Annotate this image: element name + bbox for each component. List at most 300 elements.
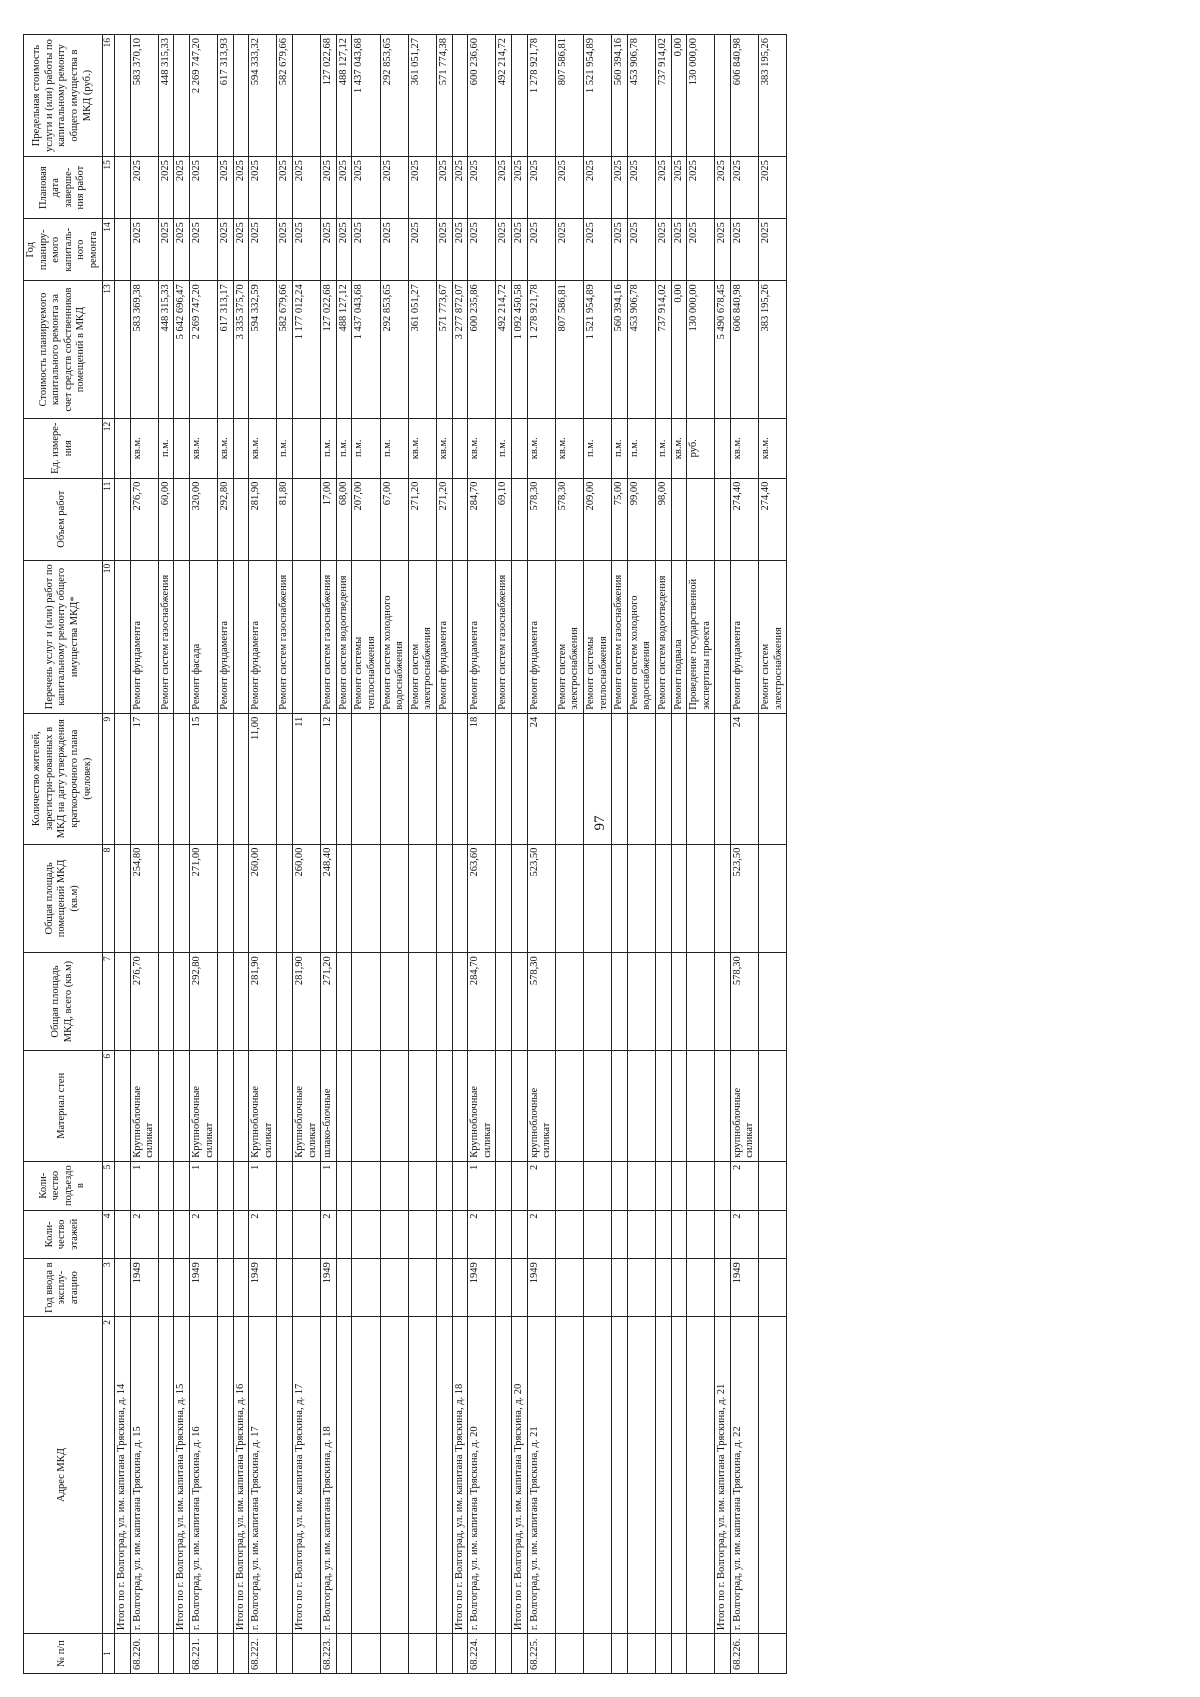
entrances-count-cell xyxy=(555,1161,583,1210)
table-row xyxy=(437,35,453,1674)
unit-cell xyxy=(715,418,731,478)
residents-count-cell xyxy=(496,713,512,844)
address-cell: Итого по г. Волгоград, ул. им. капитана Тряскина, д. 18 xyxy=(452,1316,468,1633)
commission-year-cell xyxy=(671,1259,687,1317)
residents-count-cell xyxy=(352,713,380,844)
work-type-cell: Ремонт систем электроснабжения xyxy=(408,560,436,713)
completion-date-cell: 2025 xyxy=(174,157,190,219)
entrances-count-cell xyxy=(114,1161,130,1210)
row-number-cell xyxy=(555,1634,583,1674)
work-type-cell xyxy=(452,560,468,713)
entrances-count-cell xyxy=(158,1161,174,1210)
entrances-count-cell xyxy=(408,1161,436,1210)
work-volume-cell xyxy=(715,478,731,560)
work-type-cell: Ремонт фундамента xyxy=(218,560,234,713)
unit-cell xyxy=(174,418,190,478)
unit-cell: кв.м. xyxy=(671,418,687,478)
floors-count-cell xyxy=(612,1210,628,1259)
column-header-12: Ед. измере-ния xyxy=(24,418,103,478)
table-row xyxy=(321,35,337,1674)
max-cost-cell: 594 333,32 xyxy=(249,35,277,157)
table-row xyxy=(496,35,512,1674)
residents-count-cell xyxy=(114,713,130,844)
address-cell xyxy=(555,1316,583,1633)
table-row xyxy=(336,35,352,1674)
max-cost-cell: 617 313,93 xyxy=(218,35,234,157)
commission-year-cell: 1949 xyxy=(321,1259,337,1317)
entrances-count-cell xyxy=(293,1161,321,1210)
row-number-cell xyxy=(671,1634,687,1674)
planned-cost-cell xyxy=(114,281,130,419)
work-type-cell: Ремонт фундамента xyxy=(130,560,158,713)
work-volume-cell xyxy=(511,478,527,560)
planned-cost-cell: 3 277 872,07 xyxy=(452,281,468,419)
max-cost-cell xyxy=(293,35,321,157)
wall-material-cell xyxy=(174,1050,190,1161)
max-cost-cell: 807 586,81 xyxy=(555,35,583,157)
repair-year-cell: 2025 xyxy=(293,219,321,281)
table-row xyxy=(627,35,655,1674)
commission-year-cell xyxy=(277,1259,293,1317)
max-cost-cell: 2 269 747,20 xyxy=(189,35,217,157)
address-cell xyxy=(336,1316,352,1633)
entrances-count-cell xyxy=(715,1161,731,1210)
work-volume-cell: 207,00 xyxy=(352,478,380,560)
residents-count-cell: 15 xyxy=(189,713,217,844)
unit-cell: п.м. xyxy=(627,418,655,478)
floors-count-cell xyxy=(233,1210,249,1259)
residents-count-cell xyxy=(174,713,190,844)
unit-cell: кв.м. xyxy=(130,418,158,478)
work-type-cell: Ремонт систем холодного водоснабжения xyxy=(380,560,408,713)
column-number-2: 2 xyxy=(102,1316,114,1633)
row-number-cell xyxy=(437,1634,453,1674)
unit-cell: кв.м. xyxy=(249,418,277,478)
max-cost-cell: 1 278 921,78 xyxy=(527,35,555,157)
table-row xyxy=(352,35,380,1674)
work-volume-cell: 274,40 xyxy=(759,478,787,560)
total-area-cell xyxy=(496,953,512,1051)
address-cell xyxy=(218,1316,234,1633)
wall-material-cell: шлако-блочные xyxy=(321,1050,337,1161)
planned-cost-cell: 0,00 xyxy=(671,281,687,419)
entrances-count-cell xyxy=(336,1161,352,1210)
address-cell: г. Волгоград, ул. им. капитана Тряскина, д. 22 xyxy=(730,1316,758,1633)
work-volume-cell: 75,00 xyxy=(612,478,628,560)
address-cell: г. Волгоград, ул. им. капитана Тряскина, д. 17 xyxy=(249,1316,277,1633)
unit-cell xyxy=(114,418,130,478)
address-cell: Итого по г. Волгоград, ул. им. капитана Тряскина, д. 21 xyxy=(715,1316,731,1633)
residents-count-cell xyxy=(380,713,408,844)
column-number-row xyxy=(102,35,114,1674)
premises-area-cell xyxy=(336,844,352,953)
floors-count-cell xyxy=(408,1210,436,1259)
floors-count-cell xyxy=(496,1210,512,1259)
wall-material-cell xyxy=(158,1050,174,1161)
unit-cell: п.м. xyxy=(612,418,628,478)
work-type-cell: Ремонт систем газоснабжения xyxy=(277,560,293,713)
row-number-cell xyxy=(452,1634,468,1674)
table-row xyxy=(130,35,158,1674)
address-cell: Итого по г. Волгоград, ул. им. капитана Тряскина, д. 20 xyxy=(511,1316,527,1633)
total-area-cell xyxy=(715,953,731,1051)
total-area-cell xyxy=(555,953,583,1051)
residents-count-cell xyxy=(715,713,731,844)
entrances-count-cell xyxy=(277,1161,293,1210)
repair-year-cell: 2025 xyxy=(612,219,628,281)
commission-year-cell xyxy=(511,1259,527,1317)
premises-area-cell xyxy=(114,844,130,953)
planned-cost-cell: 583 369,38 xyxy=(130,281,158,419)
planned-cost-cell: 1 437 043,68 xyxy=(352,281,380,419)
work-type-cell: Ремонт фундамента xyxy=(249,560,277,713)
column-number-14: 14 xyxy=(102,219,114,281)
planned-cost-cell: 594 332,59 xyxy=(249,281,277,419)
wall-material-cell xyxy=(715,1050,731,1161)
wall-material-cell xyxy=(408,1050,436,1161)
residents-count-cell xyxy=(687,713,715,844)
column-number-11: 11 xyxy=(102,478,114,560)
address-cell xyxy=(612,1316,628,1633)
floors-count-cell xyxy=(715,1210,731,1259)
work-type-cell: Ремонт фасада xyxy=(189,560,217,713)
row-number-cell xyxy=(583,1634,611,1674)
unit-cell: кв.м. xyxy=(730,418,758,478)
wall-material-cell xyxy=(496,1050,512,1161)
completion-date-cell: 2025 xyxy=(687,157,715,219)
completion-date-cell: 2025 xyxy=(249,157,277,219)
floors-count-cell: 2 xyxy=(130,1210,158,1259)
premises-area-cell xyxy=(218,844,234,953)
total-area-cell xyxy=(612,953,628,1051)
column-number-4: 4 xyxy=(102,1210,114,1259)
total-area-cell xyxy=(218,953,234,1051)
total-area-cell xyxy=(452,953,468,1051)
work-volume-cell xyxy=(687,478,715,560)
work-volume-cell: 320,00 xyxy=(189,478,217,560)
wall-material-cell xyxy=(452,1050,468,1161)
residents-count-cell: 24 xyxy=(730,713,758,844)
premises-area-cell: 260,00 xyxy=(293,844,321,953)
row-number-cell xyxy=(352,1634,380,1674)
completion-date-cell: 2025 xyxy=(715,157,731,219)
max-cost-cell: 600 236,60 xyxy=(468,35,496,157)
total-area-cell xyxy=(511,953,527,1051)
commission-year-cell xyxy=(218,1259,234,1317)
max-cost-cell xyxy=(452,35,468,157)
max-cost-cell xyxy=(114,35,130,157)
wall-material-cell xyxy=(511,1050,527,1161)
total-area-cell: 578,30 xyxy=(730,953,758,1051)
work-volume-cell: 99,00 xyxy=(627,478,655,560)
work-type-cell: Ремонт систем водоотведения xyxy=(655,560,671,713)
planned-cost-cell: 807 586,81 xyxy=(555,281,583,419)
planned-cost-cell: 448 315,33 xyxy=(158,281,174,419)
total-area-cell xyxy=(352,953,380,1051)
column-header-4: Коли-чество этажей xyxy=(24,1210,103,1259)
premises-area-cell xyxy=(496,844,512,953)
planned-cost-cell: 5 642 696,47 xyxy=(174,281,190,419)
commission-year-cell: 1949 xyxy=(730,1259,758,1317)
table-row xyxy=(612,35,628,1674)
unit-cell: п.м. xyxy=(380,418,408,478)
wall-material-cell: крупноблочные силикат xyxy=(527,1050,555,1161)
entrances-count-cell xyxy=(671,1161,687,1210)
completion-date-cell: 2025 xyxy=(293,157,321,219)
unit-cell: кв.м. xyxy=(555,418,583,478)
premises-area-cell: 523,50 xyxy=(527,844,555,953)
planned-cost-cell: 600 235,86 xyxy=(468,281,496,419)
total-area-cell: 292,80 xyxy=(189,953,217,1051)
floors-count-cell xyxy=(218,1210,234,1259)
completion-date-cell: 2025 xyxy=(496,157,512,219)
work-volume-cell: 17,00 xyxy=(321,478,337,560)
residents-count-cell xyxy=(158,713,174,844)
completion-date-cell: 2025 xyxy=(437,157,453,219)
commission-year-cell: 1949 xyxy=(249,1259,277,1317)
work-volume-cell: 292,80 xyxy=(218,478,234,560)
work-type-cell: Ремонт фундамента xyxy=(527,560,555,713)
row-number-cell xyxy=(174,1634,190,1674)
repair-year-cell: 2025 xyxy=(496,219,512,281)
entrances-count-cell xyxy=(496,1161,512,1210)
work-type-cell xyxy=(715,560,731,713)
column-header-7: Общая площадь МКД, всего (кв.м) xyxy=(24,953,103,1051)
address-cell xyxy=(583,1316,611,1633)
completion-date-cell: 2025 xyxy=(468,157,496,219)
row-number-cell: 68.224. xyxy=(468,1634,496,1674)
max-cost-cell: 1 521 954,89 xyxy=(583,35,611,157)
completion-date-cell: 2025 xyxy=(321,157,337,219)
unit-cell xyxy=(233,418,249,478)
residents-count-cell: 11,00 xyxy=(249,713,277,844)
max-cost-cell: 492 214,72 xyxy=(496,35,512,157)
work-type-cell xyxy=(174,560,190,713)
max-cost-cell: 130 000,00 xyxy=(687,35,715,157)
work-type-cell: Ремонт фундамента xyxy=(730,560,758,713)
residents-count-cell xyxy=(671,713,687,844)
entrances-count-cell xyxy=(687,1161,715,1210)
max-cost-cell: 1 437 043,68 xyxy=(352,35,380,157)
column-number-12: 12 xyxy=(102,418,114,478)
row-number-cell xyxy=(496,1634,512,1674)
entrances-count-cell: 1 xyxy=(130,1161,158,1210)
repair-year-cell: 2025 xyxy=(277,219,293,281)
premises-area-cell xyxy=(511,844,527,953)
unit-cell xyxy=(452,418,468,478)
work-volume-cell: 98,00 xyxy=(655,478,671,560)
work-type-cell: Ремонт систем электроснабжения xyxy=(759,560,787,713)
premises-area-cell xyxy=(233,844,249,953)
column-header-8: Общая площадь помещений МКД (кв.м) xyxy=(24,844,103,953)
row-number-cell: 68.222. xyxy=(249,1634,277,1674)
total-area-cell xyxy=(687,953,715,1051)
premises-area-cell xyxy=(452,844,468,953)
repair-year-cell: 2025 xyxy=(174,219,190,281)
floors-count-cell xyxy=(114,1210,130,1259)
floors-count-cell: 2 xyxy=(730,1210,758,1259)
table-row xyxy=(408,35,436,1674)
max-cost-cell: 606 840,98 xyxy=(730,35,758,157)
column-header-5: Коли-чество подъездо в xyxy=(24,1161,103,1210)
address-cell: Итого по г. Волгоград, ул. им. капитана Тряскина, д. 17 xyxy=(293,1316,321,1633)
max-cost-cell: 583 370,10 xyxy=(130,35,158,157)
completion-date-cell: 2025 xyxy=(583,157,611,219)
unit-cell: п.м. xyxy=(336,418,352,478)
work-volume-cell xyxy=(293,478,321,560)
commission-year-cell xyxy=(174,1259,190,1317)
entrances-count-cell xyxy=(233,1161,249,1210)
column-number-10: 10 xyxy=(102,560,114,713)
row-number-cell xyxy=(380,1634,408,1674)
max-cost-cell: 488 127,12 xyxy=(336,35,352,157)
entrances-count-cell: 1 xyxy=(468,1161,496,1210)
residents-count-cell: 17 xyxy=(130,713,158,844)
entrances-count-cell xyxy=(352,1161,380,1210)
address-cell xyxy=(627,1316,655,1633)
residents-count-cell xyxy=(655,713,671,844)
table-row xyxy=(671,35,687,1674)
max-cost-cell: 448 315,33 xyxy=(158,35,174,157)
residents-count-cell: 18 xyxy=(468,713,496,844)
work-type-cell: Ремонт систем газоснабжения xyxy=(612,560,628,713)
total-row xyxy=(114,35,130,1674)
work-type-cell: Ремонт фундамента xyxy=(468,560,496,713)
column-header-11: Объем работ xyxy=(24,478,103,560)
wall-material-cell xyxy=(336,1050,352,1161)
floors-count-cell xyxy=(655,1210,671,1259)
address-cell: Итого по г. Волгоград, ул. им. капитана Тряскина, д. 14 xyxy=(114,1316,130,1633)
row-number-cell xyxy=(114,1634,130,1674)
wall-material-cell xyxy=(114,1050,130,1161)
column-header-1: № п/п xyxy=(24,1634,103,1674)
max-cost-cell: 292 853,65 xyxy=(380,35,408,157)
column-number-5: 5 xyxy=(102,1161,114,1210)
commission-year-cell xyxy=(380,1259,408,1317)
planned-cost-cell: 1 092 450,58 xyxy=(511,281,527,419)
repair-year-cell: 2025 xyxy=(233,219,249,281)
column-header-2: Адрес МКД xyxy=(24,1316,103,1633)
residents-count-cell xyxy=(233,713,249,844)
residents-count-cell: 24 xyxy=(527,713,555,844)
floors-count-cell xyxy=(277,1210,293,1259)
work-volume-cell xyxy=(233,478,249,560)
total-row xyxy=(511,35,527,1674)
commission-year-cell xyxy=(452,1259,468,1317)
unit-cell: п.м. xyxy=(277,418,293,478)
residents-count-cell xyxy=(408,713,436,844)
row-number-cell xyxy=(218,1634,234,1674)
unit-cell: кв.м. xyxy=(218,418,234,478)
floors-count-cell xyxy=(671,1210,687,1259)
entrances-count-cell xyxy=(655,1161,671,1210)
address-cell xyxy=(496,1316,512,1633)
work-volume-cell: 67,00 xyxy=(380,478,408,560)
wall-material-cell xyxy=(233,1050,249,1161)
work-type-cell xyxy=(511,560,527,713)
work-volume-cell: 274,40 xyxy=(730,478,758,560)
work-type-cell: Ремонт систем водоотведения xyxy=(336,560,352,713)
address-cell xyxy=(408,1316,436,1633)
unit-cell: п.м. xyxy=(352,418,380,478)
premises-area-cell xyxy=(627,844,655,953)
completion-date-cell: 2025 xyxy=(130,157,158,219)
wall-material-cell xyxy=(612,1050,628,1161)
total-area-cell xyxy=(158,953,174,1051)
table-row xyxy=(189,35,217,1674)
row-number-cell xyxy=(511,1634,527,1674)
premises-area-cell xyxy=(759,844,787,953)
work-type-cell: Ремонт системы теплоснабжения xyxy=(583,560,611,713)
premises-area-cell xyxy=(174,844,190,953)
wall-material-cell xyxy=(277,1050,293,1161)
commission-year-cell xyxy=(583,1259,611,1317)
total-area-cell xyxy=(627,953,655,1051)
repair-year-cell: 2025 xyxy=(336,219,352,281)
planned-cost-cell: 1 177 012,24 xyxy=(293,281,321,419)
residents-count-cell xyxy=(627,713,655,844)
completion-date-cell: 2025 xyxy=(352,157,380,219)
premises-area-cell xyxy=(408,844,436,953)
max-cost-cell: 737 914,02 xyxy=(655,35,671,157)
max-cost-cell xyxy=(174,35,190,157)
commission-year-cell xyxy=(408,1259,436,1317)
row-number-cell xyxy=(655,1634,671,1674)
commission-year-cell xyxy=(759,1259,787,1317)
total-area-cell: 271,20 xyxy=(321,953,337,1051)
wall-material-cell: Крупноблочные силикат xyxy=(130,1050,158,1161)
unit-cell: п.м. xyxy=(583,418,611,478)
table-body xyxy=(114,35,786,1674)
planned-cost-cell: 383 195,26 xyxy=(759,281,787,419)
total-area-cell xyxy=(583,953,611,1051)
premises-area-cell: 271,00 xyxy=(189,844,217,953)
commission-year-cell: 1949 xyxy=(189,1259,217,1317)
residents-count-cell xyxy=(555,713,583,844)
completion-date-cell: 2025 xyxy=(612,157,628,219)
column-number-1: 1 xyxy=(102,1634,114,1674)
unit-cell: п.м. xyxy=(496,418,512,478)
repair-year-cell: 2025 xyxy=(671,219,687,281)
total-area-cell xyxy=(408,953,436,1051)
planned-cost-cell: 560 394,16 xyxy=(612,281,628,419)
commission-year-cell xyxy=(114,1259,130,1317)
premises-area-cell xyxy=(612,844,628,953)
repair-year-cell: 2025 xyxy=(189,219,217,281)
unit-cell: кв.м. xyxy=(527,418,555,478)
max-cost-cell: 560 394,16 xyxy=(612,35,628,157)
column-number-13: 13 xyxy=(102,281,114,419)
address-cell xyxy=(277,1316,293,1633)
total-row xyxy=(233,35,249,1674)
planned-cost-cell: 492 214,72 xyxy=(496,281,512,419)
commission-year-cell xyxy=(655,1259,671,1317)
unit-cell: кв.м. xyxy=(408,418,436,478)
entrances-count-cell xyxy=(612,1161,628,1210)
completion-date-cell: 2025 xyxy=(627,157,655,219)
completion-date-cell: 2025 xyxy=(511,157,527,219)
table-row xyxy=(687,35,715,1674)
table-row xyxy=(527,35,555,1674)
column-header-3: Год ввода в эксплу-атацию xyxy=(24,1259,103,1317)
premises-area-cell xyxy=(555,844,583,953)
entrances-count-cell xyxy=(174,1161,190,1210)
completion-date-cell: 2025 xyxy=(189,157,217,219)
entrances-count-cell xyxy=(759,1161,787,1210)
floors-count-cell xyxy=(380,1210,408,1259)
wall-material-cell xyxy=(687,1050,715,1161)
repair-year-cell: 2025 xyxy=(130,219,158,281)
